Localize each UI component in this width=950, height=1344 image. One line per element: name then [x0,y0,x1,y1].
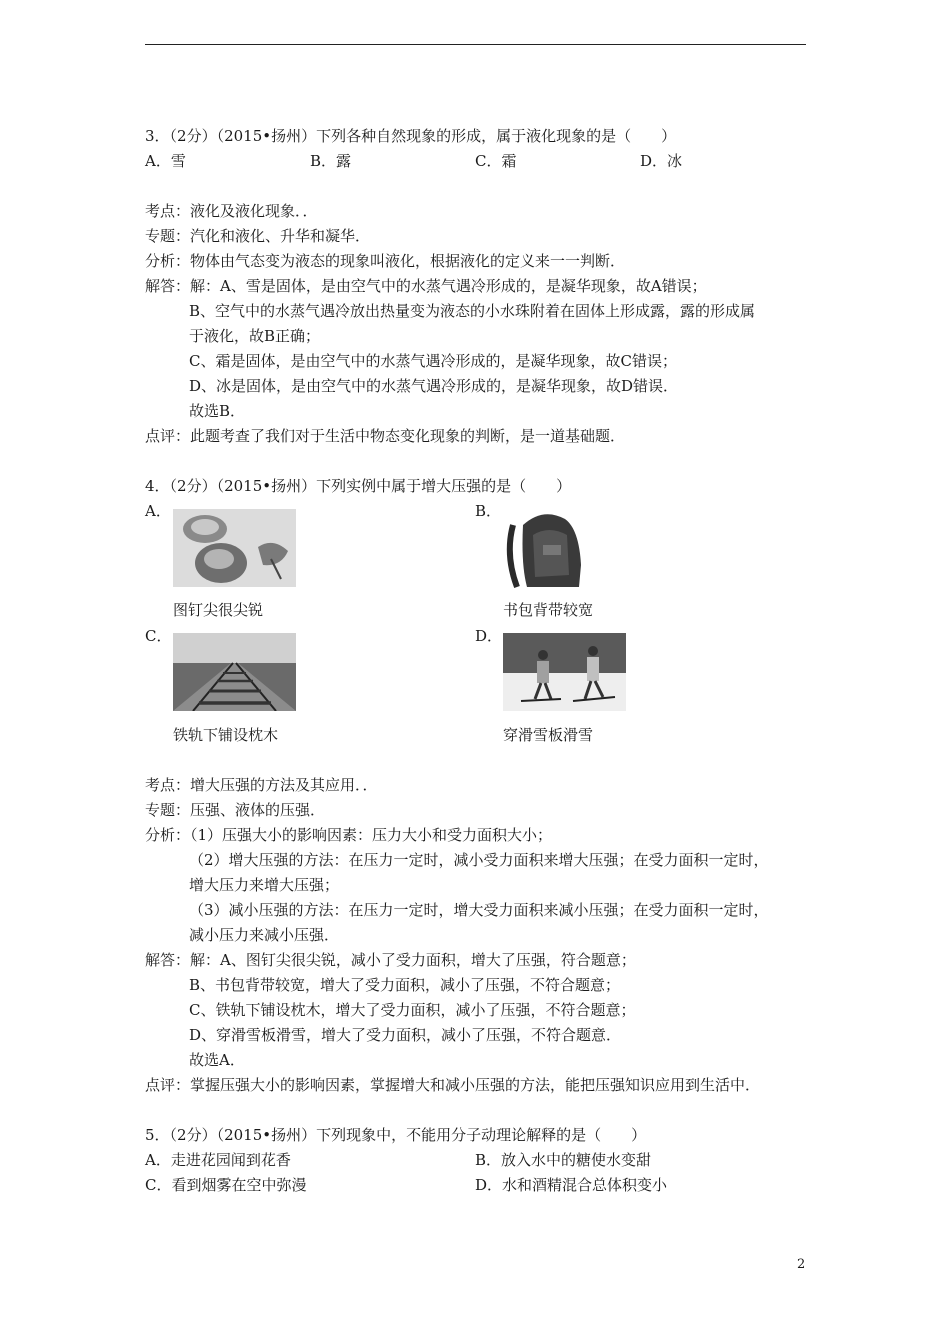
q4-jieda-line: 解答：解：A、图钉尖很尖锐，减小了受力面积，增大了压强，符合题意； [145,951,636,969]
q3-jieda-line: C、霜是固体，是由空气中的水蒸气遇冷形成的，是凝华现象，故C错误； [189,352,677,370]
skiers-image [503,633,626,711]
q4-fenxi-line: （2）增大压强的方法：在压力一定时，减小受力面积来增大压强；在受力面积一定时， [189,851,769,869]
q3-fenxi: 分析：物体由气态变为液态的现象叫液化，根据液化的定义来一一判断． [145,252,626,270]
q3-jieda-line: 解答：解：A、雪是固体，是由空气中的水蒸气遇冷形成的，是凝华现象，故A错误； [145,277,707,295]
q3-stem: 3．（2分）（2015•扬州）下列各种自然现象的形成，属于液化现象的是（ ） [145,127,677,145]
q4-jieda-line: 故选A． [189,1051,245,1069]
q4-option-a-caption: 图钉尖很尖锐 [173,601,264,619]
railway-track-image [173,633,296,711]
q3-option-b: B．露 [310,152,352,170]
q3-kaodian: 考点：液化及液化现象．． [145,202,318,220]
q5-option-b: B．放入水中的糖使水变甜 [475,1151,652,1169]
q3-dianping: 点评：此题考查了我们对于生活中物态变化现象的判断，是一道基础题． [145,427,626,445]
q3-jieda-line: 于液化，故B正确； [189,327,321,345]
page-number: 2 [797,1257,806,1272]
backpack-image [503,505,588,590]
q3-option-c: C．霜 [475,152,517,170]
q4-option-a-letter: A． [145,502,171,520]
q3-jieda-line: D、冰是固体，是由空气中的水蒸气遇冷形成的，是凝华现象，故D错误． [189,377,679,395]
q5-option-c: C．看到烟雾在空中弥漫 [145,1176,307,1194]
q4-fenxi-line: （3）减小压强的方法：在压力一定时，增大受力面积来减小压强；在受力面积一定时， [189,901,769,919]
q4-jieda-line: B、书包背带较宽，增大了受力面积，减小了压强，不符合题意； [189,976,621,994]
thumbtacks-image [173,509,296,587]
q4-fenxi-line: 增大压力来增大压强； [189,876,340,894]
q4-option-d-caption: 穿滑雪板滑雪 [503,726,594,744]
q4-option-d-letter: D． [475,627,503,645]
q4-jieda-line: D、穿滑雪板滑雪，增大了受力面积，减小了压强，不符合题意． [189,1026,622,1044]
q3-option-a: A．雪 [145,152,186,170]
q4-kaodian: 考点：增大压强的方法及其应用．． [145,776,378,794]
q4-option-b-caption: 书包背带较宽 [503,601,594,619]
header-rule [145,44,806,45]
q3-jieda-line: B、空气中的水蒸气遇冷放出热量变为液态的小水珠附着在固体上形成露，露的形成属 [189,302,756,320]
q4-option-c-letter: C． [145,627,172,645]
q3-zhuanti: 专题：汽化和液化、升华和凝华． [145,227,371,245]
q4-dianping: 点评：掌握压强大小的影响因素，掌握增大和减小压强的方法，能把压强知识应用到生活中． [145,1076,761,1094]
q4-fenxi-line: 减小压力来减小压强． [189,926,340,944]
q3-option-d: D．冰 [640,152,683,170]
q4-zhuanti: 专题：压强、液体的压强． [145,801,326,819]
q4-option-c-caption: 铁轨下铺设枕木 [173,726,279,744]
q4-stem: 4．（2分）（2015•扬州）下列实例中属于增大压强的是（ ） [145,477,572,495]
q3-jieda-line: 故选B． [189,402,246,420]
q4-jieda-line: C、铁轨下铺设枕木，增大了受力面积，减小了压强，不符合题意； [189,1001,636,1019]
q5-option-d: D．水和酒精混合总体积变小 [475,1176,668,1194]
q5-stem: 5．（2分）（2015•扬州）下列现象中，不能用分子动理论解释的是（ ） [145,1126,647,1144]
q4-option-b-letter: B． [475,502,502,520]
q5-option-a: A．走进花园闻到花香 [145,1151,291,1169]
q4-fenxi-line: 分析：（1）压强大小的影响因素：压力大小和受力面积大小； [145,826,553,844]
